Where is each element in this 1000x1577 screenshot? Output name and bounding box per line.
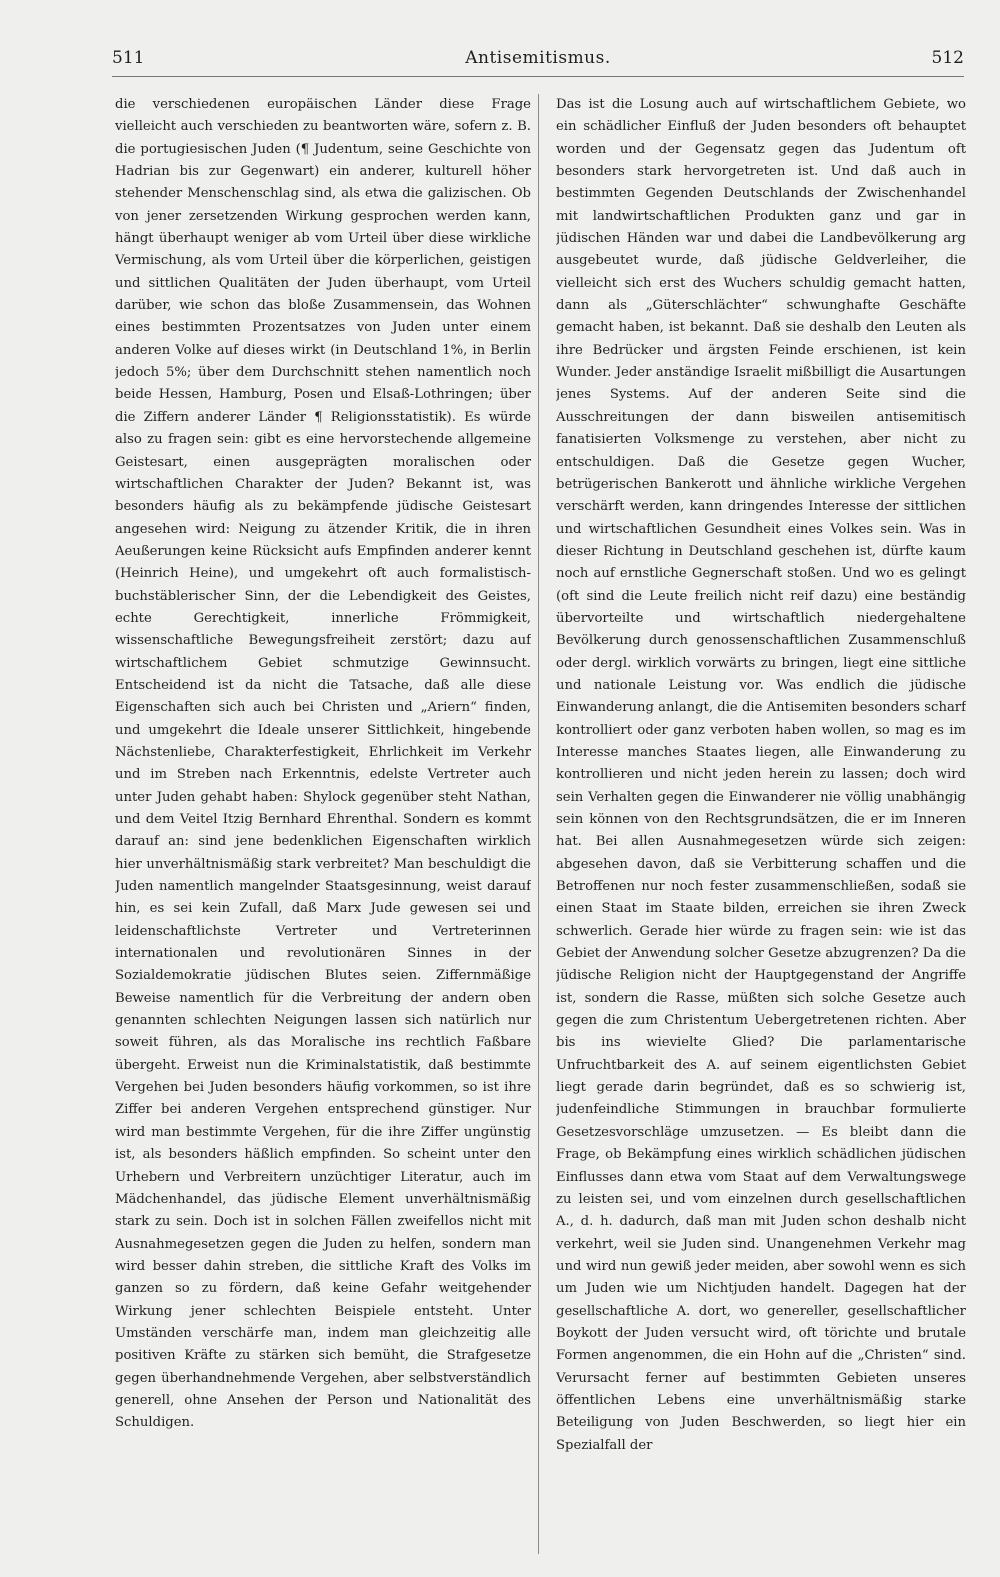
header-rule: [112, 76, 964, 77]
page-number-right: 512: [931, 48, 964, 68]
running-title: Antisemitismus.: [465, 48, 611, 68]
page-header: [112, 46, 964, 76]
column-left-text: die verschiedenen europäischen Länder diese Frage vielleicht auch verschieden zu beantworten wäre, sofern z. B. die portugiesischen Juden (¶ Judentum, seine Geschichte von Hadrian bis zur Gegenwart) ein anderer, kulturell höher stehender Menschenschlag sind, als etwa die galizischen. Ob von jener zersetzenden Wirkung gesprochen werden kann, hängt überhaupt weniger ab vom Urteil über diese wirkliche Vermischung, als vom Urteil über die körperlichen, geistigen und sittlichen Qualitäten der Juden überhaupt, vom Urteil darüber, wie schon das bloße Zusammensein, das Wohnen eines bestimmten Prozentsatzes von Juden unter einem anderen Volke auf dieses wirkt (in Deutschland 1%, in Berlin jedoch 5%; über dem Durchschnitt stehen namentlich noch beide Hessen, Hamburg, Posen und Elsaß-Lothringen; über die Ziffern anderer Länder ¶ Religionsstatistik). Es würde also zu fragen sein: gibt es eine hervorstechende allgemeine Geistesart, einen ausgeprägten moralischen oder wirtschaftlichen Charakter der Juden? Bekannt ist, was besonders häufig als zu bekämpfende jüdische Geistesart angesehen wird: Neigung zu ätzender Kritik, die in ihren Aeußerungen keine Rücksicht aufs Empfinden anderer kennt (Heinrich Heine), und umgekehrt oft auch formalistisch-buchstäblerischer Sinn, der die Lebendigkeit des Geistes, echte Gerechtigkeit, innerliche Frömmigkeit, wissenschaftliche Bewegungsfreiheit zerstört; dazu auf wirtschaftlichem Gebiet schmutzige Gewinnsucht. Entscheidend ist da nicht die Tatsache, daß alle diese Eigenschaften sich auch bei Christen und „Ariern“ finden, und umgekehrt die Ideale unserer Sittlichkeit, hingebende Nächstenliebe, Charakterfestigkeit, Ehrlichkeit im Verkehr und im Streben nach Erkenntnis, edelste Vertreter auch unter Juden gehabt haben: Shylock gegenüber steht Nathan, und dem Veitel Itzig Bernhard Ehrenthal. Sondern es kommt darauf an: sind jene bedenklichen Eigenschaften wirklich hier unverhältnismäßig stark verbreitet? Man beschuldigt die Juden namentlich mangelnder Staatsgesinnung, weist darauf hin, es sei kein Zufall, daß Marx Jude gewesen sei und leidenschaftlichste Vertreter und Vertreterinnen internationalen und revolutionären Sinnes in der Sozialdemokratie jüdischen Blutes seien. Ziffernmäßige Beweise namentlich für die Verbreitung der andern oben genannten schlechten Neigungen lassen sich natürlich nur soweit führen, als das Moralische ins rechtlich Faßbare übergeht. Erweist nun die Kriminalstatistik, daß bestimmte Vergehen bei Juden besonders häufig vorkommen, so ist ihre Ziffer bei anderen Vergehen entsprechend günstiger. Nur wird man bestimmte Vergehen, für die ihre Ziffer ungünstig ist, als besonders häßlich empfinden. So scheint unter den Urhebern und Verbreitern unzüchtiger Literatur, auch im Mädchenhandel, das jüdische Element unverhältnismäßig stark zu sein. Doch ist in solchen Fällen zweifellos nicht mit Ausnahmegesetzen gegen die Juden zu helfen, sondern man wird besser dahin streben, die sittliche Kraft des Volks im ganzen so zu fördern, daß keine Gefahr weitgehender Wirkung jener schlechten Beispiele entsteht. Unter Umständen verschärfe man, indem man gleichzeitig alle positiven Kräfte zu stärken sich bemüht, die Strafgesetze gegen überhandnehmende Vergehen, aber selbstverständlich generell, ohne Ansehen der Person und Nationalität des Schuldigen.: [115, 97, 531, 1431]
column-right-text: Das ist die Losung auch auf wirtschaftlichem Gebiete, wo ein schädlicher Einfluß der Juden besonders oft behauptet worden und der Gegensatz gegen das Judentum oft besonders stark hervorgetreten ist. Und daß auch in bestimmten Gegenden Deutschlands der Zwischenhandel mit landwirtschaftlichen Produkten ganz und gar in jüdischen Händen war und dabei die Landbevölkerung arg ausgebeutet wurde, daß jüdische Geldverleiher, die vielleicht sich erst des Wuchers schuldig gemacht hatten, dann als „Güterschlächter“ schwunghafte Geschäfte gemacht haben, ist bekannt. Daß sie deshalb den Leuten als ihre Bedrücker und ärgsten Feinde erschienen, ist kein Wunder. Jeder anständige Israelit mißbilligt die Ausartungen jenes Systems. Auf der anderen Seite sind die Ausschreitungen der dann bisweilen antisemitisch fanatisierten Volksmenge zu verstehen, aber nicht zu entschuldigen. Daß die Gesetze gegen Wucher, betrügerischen Bankerott und ähnliche wirkliche Vergehen verschärft werden, kann dringendes Interesse der sittlichen und wirtschaftlichen Gesundheit eines Volkes sein. Was in dieser Richtung in Deutschland geschehen ist, dürfte kaum noch auf ernstliche Gegnerschaft stoßen. Und wo es gelingt (oft sind die Leute freilich nicht reif dazu) eine beständig übervorteilte und wirtschaftlich niedergehaltene Bevölkerung durch genossenschaftlichen Zusammenschluß oder dergl. wirklich vorwärts zu bringen, liegt eine sittliche und nationale Leistung vor. Was endlich die jüdische Einwanderung anlangt, die die Antisemiten besonders scharf kontrolliert oder ganz verboten haben wollen, so mag es im Interesse manches Staates liegen, alle Einwanderung zu kontrollieren und nicht jeden herein zu lassen; doch wird sein Verhalten gegen die Einwanderer nie völlig unabhängig sein können von den Rechtsgrundsätzen, die er im Inneren hat. Bei allen Ausnahmegesetzen würde sich zeigen: abgesehen davon, daß sie Verbitterung schaffen und die Betroffenen nur noch fester zusammenschließen, sodaß sie einen Staat im Staate bilden, erreichen sie ihren Zweck schwerlich. Gerade hier würde zu fragen sein: wie ist das Gebiet der Anwendung solcher Gesetze abzugrenzen? Da die jüdische Religion nicht der Hauptgegenstand der Angriffe ist, sondern die Rasse, müßten sich solche Gesetze auch gegen die zum Christentum Uebergetretenen richten. Aber bis ins wievielte Glied? Die parlamentarische Unfruchtbarkeit des A. auf seinem eigentlichsten Gebiet liegt gerade darin begründet, daß es so schwierig ist, judenfeindliche Stimmungen in brauchbar formulierte Gesetzesvorschläge umzusetzen. — Es bleibt dann die Frage, ob Bekämpfung eines wirklich schädlichen jüdischen Einflusses dann etwa vom Staat auf dem Verwaltungswege zu leisten sei, und vom einzelnen durch gesellschaftlichen A., d. h. dadurch, daß man mit Juden schon deshalb nicht verkehrt, weil sie Juden sind. Unangenehmen Verkehr mag und wird nun gewiß jeder meiden, aber sowohl wenn es sich um Juden wie um Nichtjuden handelt. Dagegen hat der gesellschaftliche A. dort, wo genereller, gesellschaftlicher Boykott der Juden versucht wird, oft törichte und brutale Formen angenommen, die ein Hohn auf die „Christen“ sind. Verursacht ferner auf bestimmten Gebieten unseres öffentlichen Lebens eine unverhältnismäßig starke Beteiligung von Juden Beschwerden, so liegt hier ein Spezialfall der: [556, 97, 966, 1453]
page-number-left: 511: [112, 48, 145, 68]
column-divider: [538, 94, 539, 1554]
text-column-left: [115, 94, 531, 1562]
text-column-right: [556, 94, 966, 1562]
